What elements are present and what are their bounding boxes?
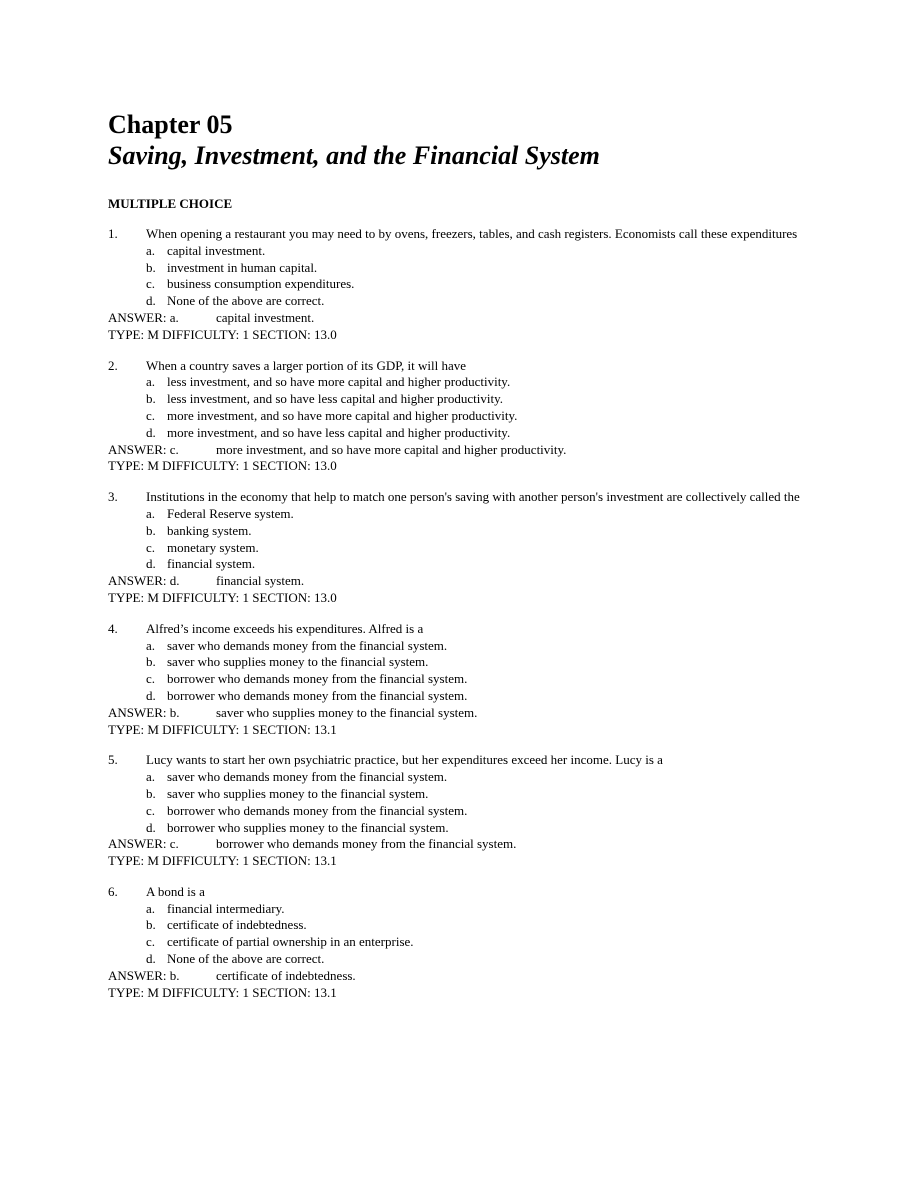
option-text: None of the above are correct. [167,951,325,967]
option-letter: b. [146,785,156,801]
question [108,884,848,1002]
answer-option [108,820,848,837]
answer-option [108,654,848,671]
answer-text: financial system. [216,573,305,589]
answer-key: ANSWER: b. [108,967,180,983]
question-meta: TYPE: M DIFFICULTY: 1 SECTION: 13.1 [108,721,337,737]
question-number: 5. [108,752,118,768]
option-letter: d. [146,687,156,703]
option-letter: c. [146,802,156,818]
option-letter: c. [146,671,156,687]
answer-line [108,705,848,722]
answer-option [108,786,848,803]
answer-option [108,638,848,655]
answer-option [108,671,848,688]
option-text: banking system. [167,522,252,538]
answer-option [108,506,848,523]
answer-option [108,293,848,310]
option-letter: d. [146,951,156,967]
answer-option [108,276,848,293]
option-letter: c. [146,539,156,555]
option-text: borrower who demands money from the financial system. [167,802,468,818]
answer-text: more investment, and so have more capital and higher productivity. [216,441,567,457]
answer-options [108,769,848,836]
question-stem [108,752,848,769]
option-text: saver who supplies money to the financial system. [167,785,429,801]
chapter-subtitle: Saving, Investment, and the Financial System [108,141,600,170]
question [108,226,848,344]
option-text: monetary system. [167,539,259,555]
option-letter: d. [146,556,156,572]
option-text: capital investment. [167,242,266,258]
option-letter: a. [146,505,156,521]
option-text: None of the above are correct. [167,293,325,309]
question-number: 4. [108,620,118,636]
option-letter: c. [146,407,156,423]
option-text: less investment, and so have more capital and higher productivity. [167,374,511,390]
option-text: saver who demands money from the financial system. [167,637,448,653]
question-number: 1. [108,226,118,241]
answer-option [108,917,848,934]
answer-text: borrower who demands money from the financial system. [216,836,517,852]
option-text: Federal Reserve system. [167,505,294,521]
option-text: certificate of indebtedness. [167,917,307,933]
answer-text: capital investment. [216,309,315,325]
question [108,621,848,739]
option-text: borrower who demands money from the financial system. [167,671,468,687]
answer-options [108,374,848,441]
option-letter: c. [146,934,156,950]
question-text: Lucy wants to start her own psychiatric practice, but her expenditures exceed her income. Lucy is a [146,752,663,768]
option-text: business consumption expenditures. [167,276,355,292]
answer-option [108,425,848,442]
question-stem [108,884,848,901]
option-text: financial system. [167,556,256,572]
option-letter: a. [146,769,156,785]
answer-option [108,408,848,425]
answer-key: ANSWER: c. [108,836,179,852]
answer-option [108,374,848,391]
option-text: saver who supplies money to the financial system. [167,654,429,670]
question-number: 3. [108,489,118,505]
option-text: more investment, and so have less capital and higher productivity. [167,424,511,440]
answer-option [108,769,848,786]
question-number: 2. [108,357,118,373]
option-letter: a. [146,637,156,653]
question-text: Institutions in the economy that help to match one person's saving with another person's investment are collectively called the [146,489,800,505]
question-stem [108,358,848,375]
question [108,489,848,607]
answer-option [108,934,848,951]
answer-line [108,442,848,459]
answer-option [108,803,848,820]
option-letter: b. [146,259,156,275]
option-text: financial intermediary. [167,900,285,916]
option-text: more investment, and so have more capital and higher productivity. [167,407,518,423]
option-letter: b. [146,654,156,670]
option-letter: d. [146,424,156,440]
option-letter: d. [146,819,156,835]
option-letter: a. [146,242,156,258]
document-page [108,110,848,1001]
answer-option [108,951,848,968]
question-text: A bond is a [146,883,205,899]
question-text: When opening a restaurant you may need to by ovens, freezers, tables, and cash registers. Economists call these expenditures [146,226,798,241]
option-text: certificate of partial ownership in an enterprise. [167,934,414,950]
option-letter: b. [146,522,156,538]
answer-option [108,556,848,573]
answer-option [108,243,848,260]
answer-line [108,836,848,853]
question [108,358,848,476]
question-stem [108,621,848,638]
question-number: 6. [108,883,118,899]
chapter-title: Chapter 05 [108,110,233,139]
answer-key: ANSWER: a. [108,309,179,325]
answer-key: ANSWER: b. [108,704,180,720]
answer-option [108,260,848,277]
answer-option [108,523,848,540]
question-meta: TYPE: M DIFFICULTY: 1 SECTION: 13.0 [108,589,337,605]
answer-options [108,243,848,310]
answer-option [108,688,848,705]
answer-option [108,540,848,557]
question-text: When a country saves a larger portion of its GDP, it will have [146,357,466,373]
answer-key: ANSWER: d. [108,573,180,589]
option-text: less investment, and so have less capital and higher productivity. [167,391,503,407]
answer-options [108,638,848,705]
question-meta: TYPE: M DIFFICULTY: 1 SECTION: 13.0 [108,458,337,474]
option-letter: a. [146,374,156,390]
answer-options [108,506,848,573]
answer-options [108,901,848,968]
option-letter: c. [146,276,156,292]
question-meta: TYPE: M DIFFICULTY: 1 SECTION: 13.1 [108,853,337,869]
option-text: investment in human capital. [167,259,318,275]
answer-option [108,391,848,408]
answer-line [108,310,848,327]
answer-line [108,968,848,985]
question-stem [108,489,848,506]
answer-text: certificate of indebtedness. [216,967,356,983]
option-text: borrower who supplies money to the financial system. [167,819,449,835]
option-letter: a. [146,900,156,916]
answer-text: saver who supplies money to the financial system. [216,704,478,720]
question [108,752,848,870]
question-meta: TYPE: M DIFFICULTY: 1 SECTION: 13.0 [108,326,337,342]
question-text: Alfred’s income exceeds his expenditures. Alfred is a [146,620,424,636]
option-letter: b. [146,917,156,933]
option-letter: b. [146,391,156,407]
option-text: saver who demands money from the financial system. [167,769,448,785]
option-letter: d. [146,293,156,309]
answer-option [108,901,848,918]
section-heading: MULTIPLE CHOICE [108,196,233,211]
question-meta: TYPE: M DIFFICULTY: 1 SECTION: 13.1 [108,984,337,1000]
answer-line [108,573,848,590]
answer-key: ANSWER: c. [108,441,179,457]
question-stem [108,226,848,243]
question-list [108,226,848,1001]
option-text: borrower who demands money from the financial system. [167,687,468,703]
